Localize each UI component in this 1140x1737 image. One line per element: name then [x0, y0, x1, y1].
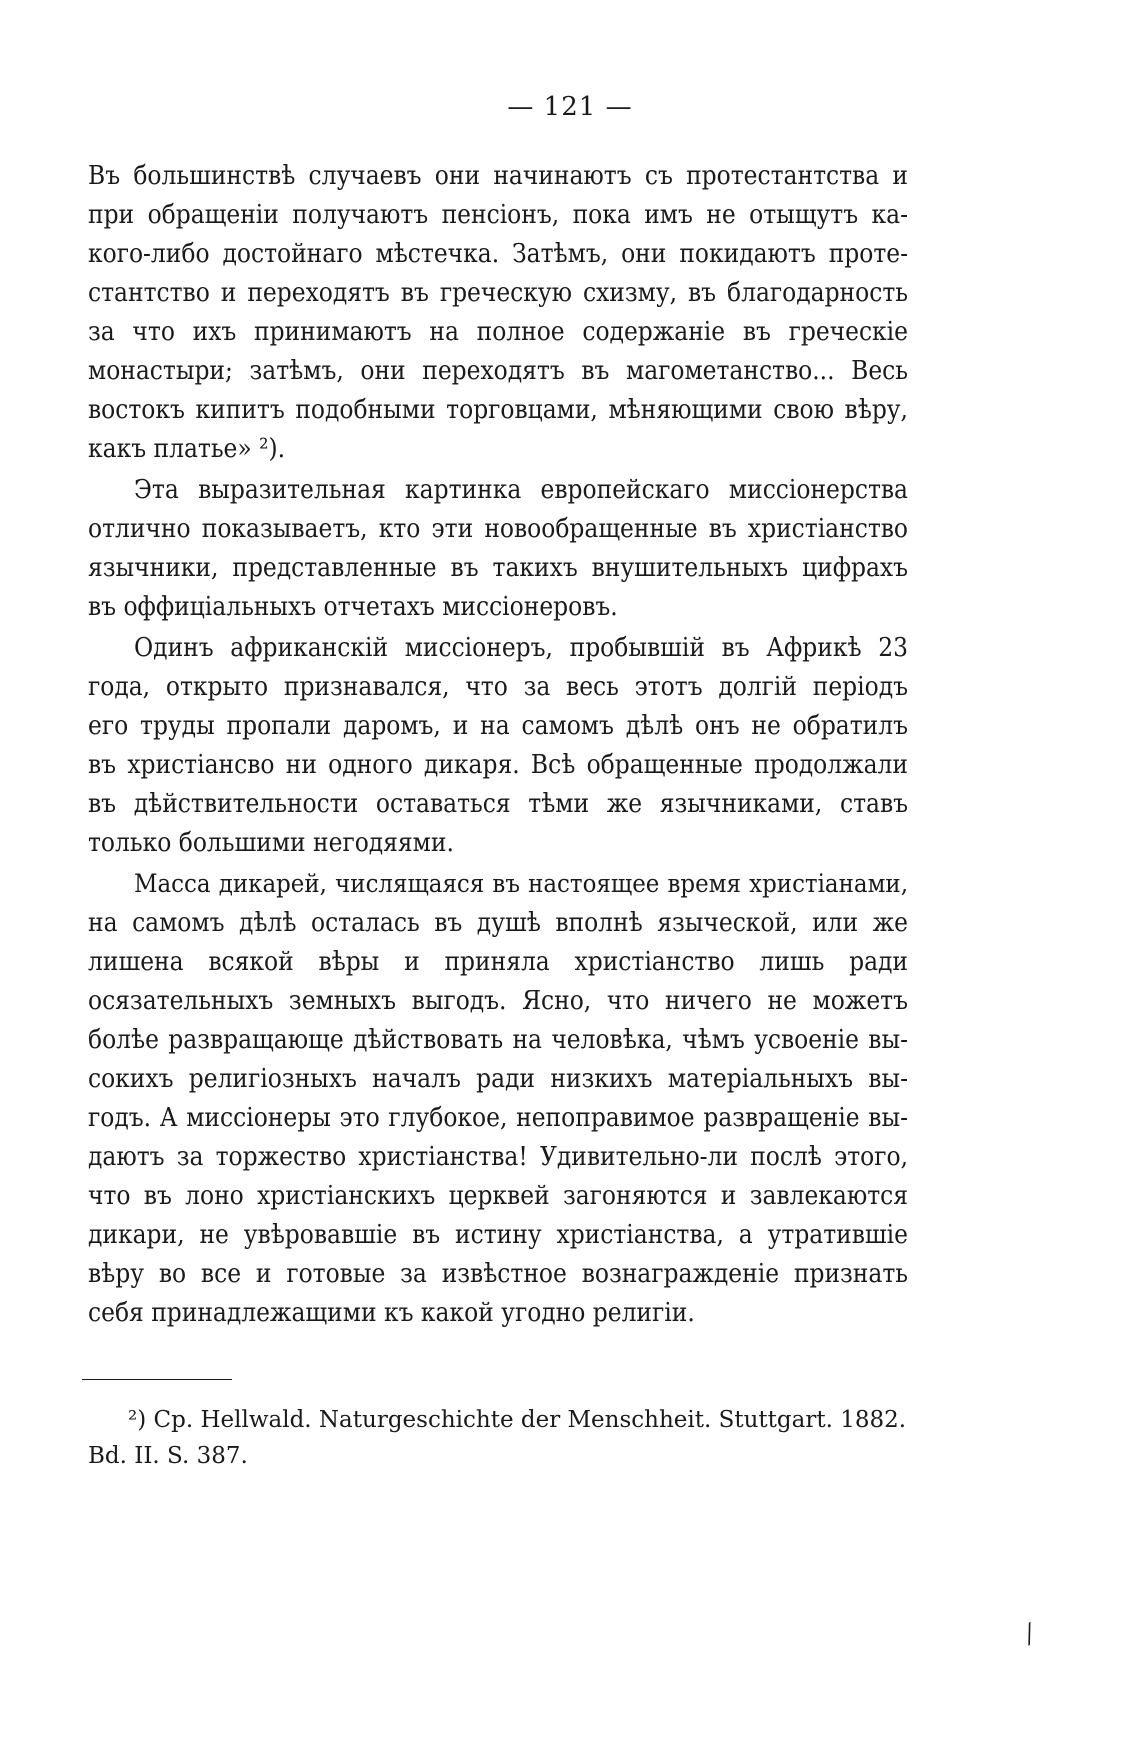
page-number: — 121 — — [507, 92, 633, 122]
text-line: въ дѣйствительности оставаться тѣми же язычниками, ставъ — [88, 789, 908, 819]
text-line: его труды пропали даромъ, и на самомъ дѣлѣ онъ не обратилъ — [88, 711, 908, 741]
paragraph — [88, 471, 908, 627]
text-line: на самомъ дѣлѣ осталась въ душѣ вполнѣ языческой, или же — [88, 908, 908, 938]
text-line: кого-либо достойнаго мѣстечка. Затѣмъ, они покидаютъ проте- — [88, 239, 908, 269]
footnote-line: ²) Cp. Hellwald. Naturgeschichte der Menschheit. Stuttgart. 1882. — [128, 1407, 907, 1433]
footnote-divider — [82, 1379, 232, 1380]
text-line: Въ большинствѣ случаевъ они начинаютъ съ протестантства и — [88, 161, 908, 191]
footnote-line: Bd. II. S. 387. — [88, 1443, 248, 1469]
body-text — [88, 157, 908, 1333]
text-line: язычники, представленные въ такихъ внушительныхъ цифрахъ — [88, 553, 908, 583]
text-line: дикари, не увѣровавшіе въ истину христіанства, а утратившіе — [88, 1220, 908, 1250]
ink-mark: ⁄ — [1020, 1620, 1040, 1650]
text-line: вѣру во все и готовые за извѣстное вознагражденіе признать — [88, 1259, 908, 1289]
text-line: года, открыто признавался, что за весь этотъ долгій періодъ — [88, 672, 908, 702]
text-line: сокихъ религіозныхъ началъ ради низкихъ матеріальныхъ вы- — [88, 1064, 908, 1094]
text-line: лишена всякой вѣры и приняла христіанство лишь ради — [88, 947, 908, 977]
text-line: болѣе развращающе дѣйствовать на человѣка, чѣмъ усвоеніе вы- — [88, 1025, 908, 1055]
text-line: Одинъ африканскій миссіонеръ, пробывшій въ Африкѣ 23 — [134, 633, 908, 663]
paragraph — [88, 865, 908, 1333]
text-line: за что ихъ принимаютъ на полное содержаніе въ греческіе — [88, 317, 908, 347]
text-line: въ оффиціальныхъ отчетахъ миссіонеровъ. — [88, 592, 618, 622]
text-line: востокъ кипитъ подобными торговцами, мѣняющими свою вѣру, — [88, 395, 908, 425]
text-line: отлично показываетъ, кто эти новообращенные въ христіанство — [88, 514, 908, 544]
paragraph — [88, 157, 908, 469]
text-line: стантство и переходятъ въ греческую схизму, въ благодарность — [88, 278, 908, 308]
footnote — [88, 1402, 908, 1474]
text-line: монастыри; затѣмъ, они переходятъ въ магометанство... Весь — [88, 356, 908, 386]
text-line: Масса дикарей, числящаяся въ настоящее время христіанами, — [134, 869, 908, 899]
paragraph — [88, 629, 908, 863]
text-line: даютъ за торжество христіанства! Удивительно-ли послѣ этого, — [88, 1142, 908, 1172]
text-line: только большими негодяями. — [88, 828, 454, 858]
text-line: какъ платье» ²). — [88, 434, 286, 464]
text-line: Эта выразительная картинка европейскаго миссіонерства — [134, 475, 908, 505]
text-line: годъ. А миссіонеры это глубокое, непоправимое развращеніе вы- — [88, 1103, 908, 1133]
text-line: въ христіансво ни одного дикаря. Всѣ обращенные продолжали — [88, 750, 908, 780]
text-line: что въ лоно христіанскихъ церквей загоняются и завлекаются — [88, 1181, 908, 1211]
text-line: при обращеніи получаютъ пенсіонъ, пока имъ не отыщутъ ка- — [88, 200, 908, 230]
text-line: себя принадлежащими къ какой угодно религіи. — [88, 1298, 695, 1328]
text-line: осязательныхъ земныхъ выгодъ. Ясно, что ничего не можетъ — [88, 986, 908, 1016]
